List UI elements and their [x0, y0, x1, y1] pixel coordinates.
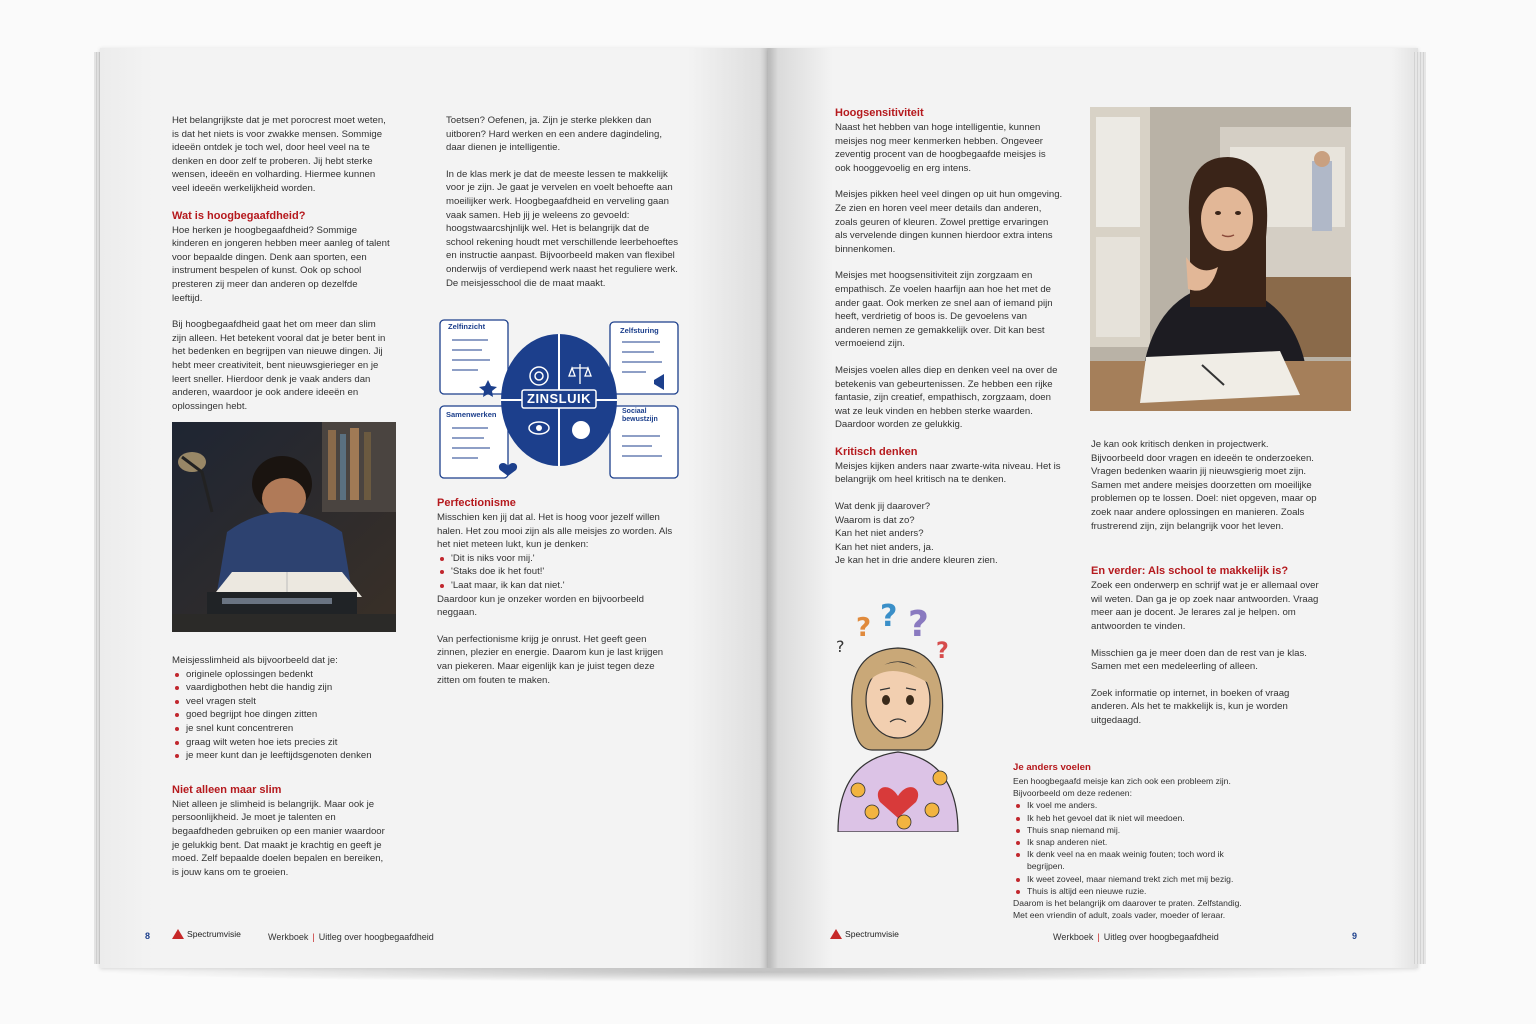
svg-text:?: ?	[880, 600, 898, 634]
brand-name: Spectrumvisie	[845, 929, 899, 939]
col2-paragraph-2: In de klas merk je dat de meeste lessen te makkelijk voor je zijn. Je gaat je vervelen en voelt behoefte aan moeilijker werk. Hoogbegaafdheid en verveling gaan vaak samen. Heb jij je weleens zo gevoeld: hoogstwaarcshjnlijk wel. Het is belangrijk dat de school rekening houdt met verschillende leerbehoeftes en instructie aanpast. Bijvoorbeeld maken van flexibel onderwijs of verdiepend werk naast het reguliere werk. De meisjesschool die de maat maakt.	[446, 168, 678, 289]
ja-paragraph-1: Een hoogbegaafd meisje kan zich ook een probleem zijn. Bijvoorbeeld om deze redenen:	[1013, 776, 1231, 799]
question-line: Wat denk jij daarover?	[835, 501, 931, 513]
footer-section: Uitleg over hoogbegaafdheid	[318, 932, 434, 942]
left-col1-top	[172, 114, 390, 426]
list-item: Thuis is altijd een nieuwe ruzie.	[1013, 885, 1253, 897]
heading-perfectionisme: Perfectionisme	[437, 497, 516, 509]
list-item: Ik snap anderen niet.	[1013, 836, 1253, 848]
footer-right: Werkboek | Uitleg over hoogbegaafdheid	[1053, 932, 1219, 942]
perf-paragraph-2: Daardoor kun je onzeker worden en bijvoorbeeld neggaan.	[437, 593, 644, 619]
ev-paragraph-3: Zoek informatie op internet, in boeken of vraag anderen. Als het te makkelijk is, kun je worden uitgedaagd.	[1091, 687, 1290, 726]
je-anders-voelen-box	[1013, 762, 1253, 921]
mind-label-topleft: Zelfinzicht	[448, 322, 486, 331]
perf-paragraph-1: Misschien ken jij dat al. Het is hoog voor jezelf willen halen. Het zou mooi zijn als alle meisjes zo worden. Als het niet meteen lukt, kun je denken:	[437, 512, 673, 551]
footer-section: Uitleg over hoogbegaafdheid	[1103, 932, 1219, 942]
list-item: Ik heb het gevoel dat ik niet wil meedoen.	[1013, 812, 1253, 824]
list-intro: Meisjesslimheid als bijvoorbeeld dat je:	[172, 655, 338, 666]
question-line: Waarom is dat zo?	[835, 514, 915, 526]
photo-boy-reading	[172, 422, 396, 632]
list-item: je snel kunt concentreren	[172, 722, 390, 736]
perf-paragraph-3: Van perfectionisme krijg je onrust. Het geeft geen zinnen, plezier en energie. Daarom kun je last krijgen van piekeren. Maar eigenlijk kan je juist tegen deze zitten om fouten te maken.	[437, 633, 664, 686]
left-col2-top	[446, 114, 678, 303]
perf-thoughts-list	[437, 552, 673, 593]
list-item: originele oplossingen bedenkt	[172, 668, 390, 682]
svg-text:?: ?	[856, 613, 872, 643]
zinsluik-mindmap	[438, 318, 680, 480]
right-col1	[835, 106, 1063, 568]
ja-paragraph-2: Daarom is het belangrijk om daarover te praten. Zelfstandig. Met een vriendin of adult, zoals vader, moeder of leraar.	[1013, 898, 1242, 921]
hoog-paragraph-1: Hoe herken je hoogbegaafdheid? Sommige kinderen en jongeren hebben meer aanleg of talent voor bepaalde dingen. Denk aan sporten, een instrument bespelen of kunst. Ook op school presteren zij meer dan anderen op dezelfde leeftijd.	[172, 224, 390, 304]
page-number-left: 8	[145, 931, 151, 941]
col2-paragraph-1: Toetsen? Oefenen, ja. Zijn je sterke plekken dan uitboren? Hard werken en een andere dagindeling, daar dienen je intelligentie.	[446, 115, 663, 154]
niet-alleen-paragraph: Niet alleen je slimheid is belangrijk. Maar ook je persoonlijkheid. Je moet je talenten en begaafdheden gebruiken op een manier waardoor je gelukkig bent. Dat maakt je krachtig en geeft je moed. Zelf bepaalde doelen bepalen en bereiken, is jouw kans om te groeien.	[172, 798, 385, 878]
list-item: graag wilt weten hoe iets precies zit	[172, 736, 390, 750]
list-item: veel vragen stelt	[172, 695, 390, 709]
footer-book: Werkboek	[268, 932, 309, 942]
photo-girl-classroom	[1090, 107, 1351, 411]
brand-triangle-icon	[172, 929, 184, 939]
hs-paragraph-3: Meisjes met hoogsensitiviteit zijn zorgzaam en empathisch. Ze voelen haarfijn aan hoe het met de ander gaat. Ook merken ze snel aan of iemand pijn heeft, verdrietig of boos is. De gevoelens van anderen nemen ze gemakkelijk over. Dit kan best vermoeiend zijn.	[835, 270, 1053, 350]
heading-hoogsensitiviteit: Hoogsensitiviteit	[835, 107, 924, 119]
list-item: 'Dit is niks voor mij.'	[437, 552, 673, 566]
smart-traits-list	[172, 668, 390, 763]
ev-paragraph-1: Zoek een onderwerp en schrijf wat je er allemaal over wil weten. Dan ga je op zoek naar antwoorden. Vraag meer aan je docent. Je lerares zal je helpen. om antwoorden te vinden.	[1091, 580, 1319, 632]
heading-je-anders-voelen: Je anders voelen	[1013, 762, 1091, 773]
hs-paragraph-2: Meisjes pikken heel veel dingen op uit hun omgeving. Ze zien en horen veel meer details dan anderen, zoals geuren of kleuren. Zowel prettige ervaringen als vervelende dingen kunnen hierdoor extra intens binnenkomen.	[835, 189, 1063, 255]
list-item: je meer kunt dan je leeftijdsgenoten denken	[172, 749, 390, 763]
list-item: Ik weet zoveel, maar niemand trekt zich met mij bezig.	[1013, 873, 1253, 885]
brand-logo-right	[830, 929, 899, 939]
projectwerk-paragraph: Je kan ook kritisch denken in projectwerk. Bijvoorbeeld door vragen en ideeën te onderzoeken. Vragen bedenken waarin jij nieuwsgierig moet zijn. Samen met andere meisjes doorzetten om moeilijke problemen op te lossen. Doel: niet opgeven, maar op zoek naar andere oplossingen en manieren. Zoals frustrerend zijn, zijn belangrijk voor het leven.	[1091, 439, 1317, 532]
svg-text:?: ?	[908, 604, 929, 645]
hs-paragraph-1: Naast het hebben van hoge intelligentie, kunnen meisjes nog meer kenmerken hebben. Ongeveer zeventig procent van de hoogbegaafde meisjes is ook hooggevoelig en erg intens.	[835, 122, 1046, 174]
heading-hoogbegaafdheid: Wat is hoogbegaafdheid?	[172, 209, 306, 222]
list-item: goed begrijpt hoe dingen zitten	[172, 708, 390, 722]
illustration-girl-questions	[828, 600, 968, 832]
mind-center-label: ZINSLUIK	[527, 391, 591, 406]
heading-niet-alleen: Niet alleen maar slim	[172, 783, 282, 796]
svg-text:?: ?	[936, 639, 949, 664]
list-item: 'Staks doe ik het fout!'	[437, 565, 673, 579]
page-number-right: 9	[1352, 931, 1358, 941]
svg-text:?: ?	[836, 637, 845, 656]
list-item: vaardigbothen hebt die handig zijn	[172, 681, 390, 695]
hoog-paragraph-2: Bij hoogbegaafdheid gaat het om meer dan slim zijn alleen. Het betekent vooral dat je beter bent in het bedenken en begrijpen van nieuwe dingen. Jij hebt meer creativiteit, bent nieuwsgierieger en je leert sneller. Hierdoor denk je vaak anders dan anderen, waardoor je ook andere ideeën en oplossingen hebt.	[172, 319, 386, 412]
brand-triangle-icon	[830, 929, 842, 939]
list-item: Ik voel me anders.	[1013, 799, 1253, 811]
book-spine	[760, 48, 778, 968]
question-line: Kan het niet anders, ja.	[835, 541, 934, 553]
intro-paragraph: Het belangrijkste dat je met porocrest moet weten, is dat het niets is voor zwakke mensen. Sommige ideeën ontdek je toch wel, door heel veel na te denken en door zelf te proberen. Jij hebt sterke wensen, ideeën en volharding. Hiermee kunnen veel ideeën werkelijkheid worden.	[172, 115, 386, 194]
brand-logo-left	[172, 929, 241, 939]
mind-label-bottomright: Sociaal bewustzijn	[622, 408, 658, 423]
list-item: Ik denk veel na en maak weinig fouten; toch word ik begrijpen.	[1013, 848, 1253, 872]
heading-en-verder: En verder: Als school te makkelijk is?	[1091, 565, 1289, 578]
brand-name: Spectrumvisie	[187, 929, 241, 939]
left-col2-bottom	[437, 496, 673, 700]
question-line: Je kan het in drie andere kleuren zien.	[835, 555, 998, 567]
right-col2	[1091, 438, 1323, 741]
list-item: Thuis snap niemand mij.	[1013, 824, 1253, 836]
right-page-edges	[1412, 52, 1426, 964]
left-col1-bottom	[172, 654, 390, 892]
heading-kritisch-denken: Kritisch denken	[835, 445, 918, 458]
ev-paragraph-2: Misschien ga je meer doen dan de rest van je klas. Samen met een medeleerling of alleen.	[1091, 647, 1307, 673]
mind-label-topright: Zelfsturing	[620, 326, 659, 335]
footer-book: Werkboek	[1053, 932, 1094, 942]
mind-label-bottomleft: Samenwerken	[446, 410, 497, 419]
list-item: 'Laat maar, ik kan dat niet.'	[437, 579, 673, 593]
footer-left: Werkboek | Uitleg over hoogbegaafdheid	[268, 932, 434, 942]
ja-reasons-list	[1013, 799, 1253, 897]
hs-paragraph-4: Meisjes voelen alles diep en denken veel na over de betekenis van gebeurtenissen. Ze hebben een rijke fantasie, zijn creatief, empathisch, zorgzaam, doen wat ze leuk vinden en hebben sterke waarden. Daardoor worden ze gelukkig.	[835, 364, 1058, 431]
kd-paragraph: Meisjes kijken anders naar zwarte-wita niveau. Het is belangrijk om heel kritisch na te denken.	[835, 460, 1061, 486]
question-line: Kan het niet anders?	[835, 528, 924, 540]
